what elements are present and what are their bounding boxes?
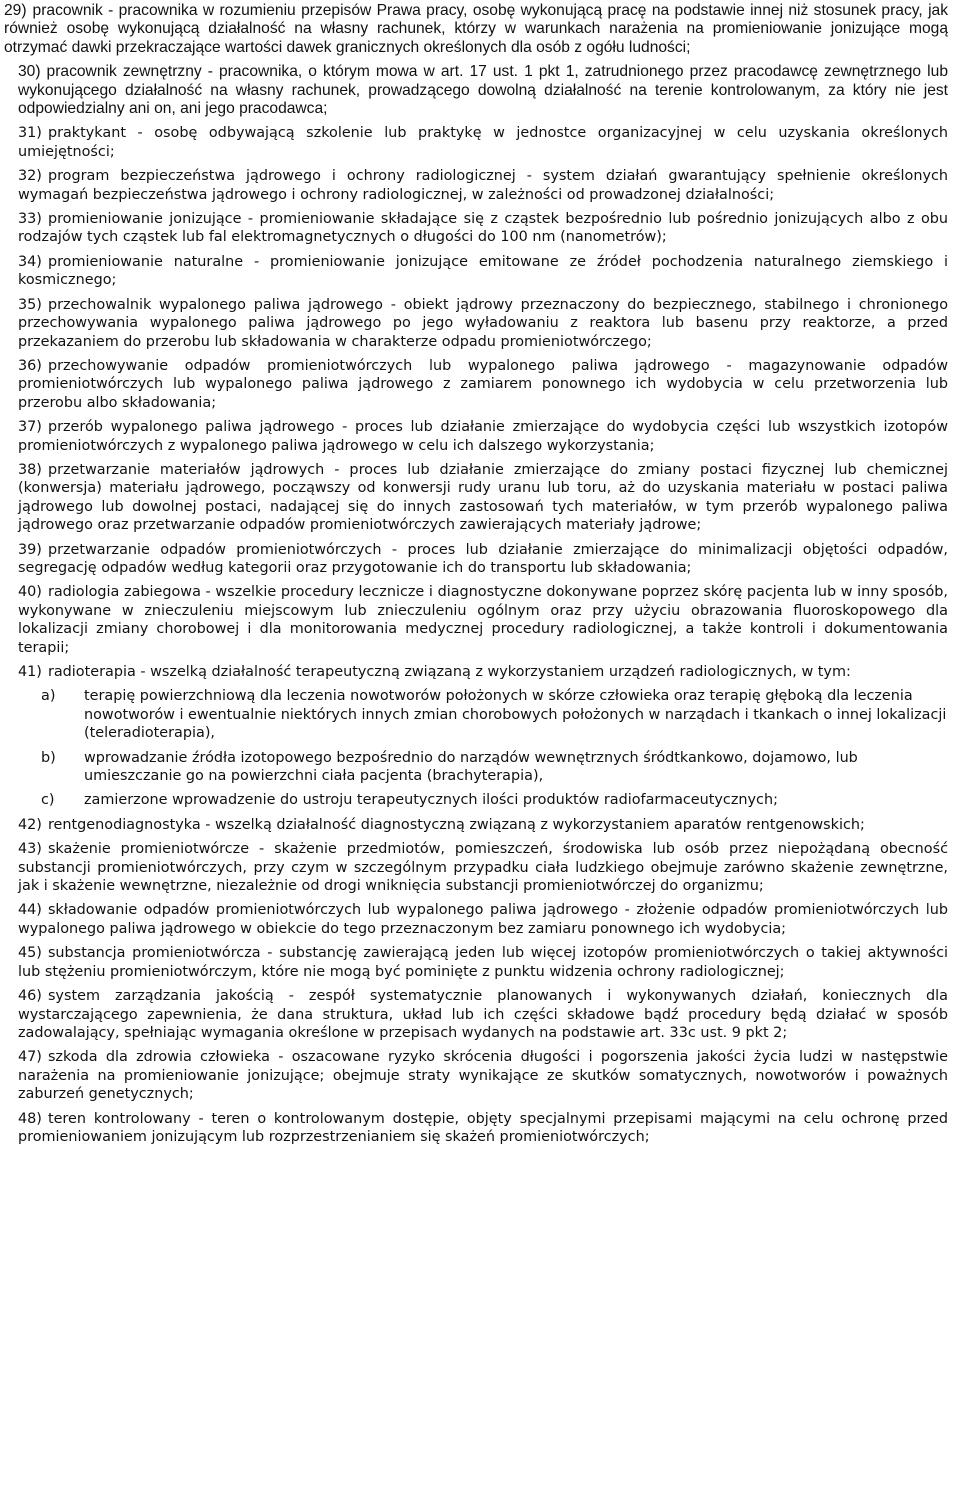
definition-39: [4, 541, 948, 578]
definition-text: teren kontrolowany - teren o kontrolowanym dostępie, objęty specjalnymi przepisami mającymi na celu ochronę przed promieniowaniem jonizującym lub rozprzestrzenianiem się skażeń promieniotwórczych;: [18, 1110, 948, 1145]
definition-30: [4, 63, 948, 118]
definition-40: [4, 583, 948, 657]
definition-text: przerób wypalonego paliwa jądrowego - proces lub działanie zmierzające do wydobycia części lub wszystkich izotopów promieniotwórczych z wypalonego paliwa jądrowego w celu ich dalszego wykorzystania;: [18, 419, 948, 454]
definition-46: [4, 987, 948, 1042]
definition-number: 45): [18, 945, 42, 962]
definition-number: 43): [18, 841, 42, 858]
definition-32: [4, 167, 948, 204]
definition-number: 48): [18, 1110, 42, 1127]
definition-29: [4, 2, 948, 57]
definition-number: 44): [18, 902, 42, 919]
definition-number: 42): [18, 816, 42, 833]
definition-text: składowanie odpadów promieniotwórczych lub wypalonego paliwa jądrowego - złożenie odpadów promieniotwórczych lub wypalonego paliwa jądrowego w obiekcie do tego przeznaczonym bez zamiaru ponownego ich wydobycia;: [18, 902, 948, 937]
definition-33: [4, 210, 948, 247]
definition-number: 32): [18, 168, 42, 185]
definition-text: szkoda dla zdrowia człowieka - oszacowane ryzyko skrócenia długości i pogorszenia jakości życia ludzi w następstwie narażenia na promieniowanie jonizujące; obejmuje straty wynikające ze skutków somatycznych, nowotworów i poważnych zaburzeń genetycznych;: [18, 1049, 948, 1103]
sub-item-label: c): [41, 792, 55, 809]
definition-text: program bezpieczeństwa jądrowego i ochrony radiologicznej - system działań gwarantujący spełnienie określonych wymagań bezpieczeństwa jądrowego i ochrony radiologicznej, w zależności od prowadzonej działalności;: [18, 168, 948, 203]
sub-item-label: a): [41, 688, 56, 705]
definition-31: [4, 124, 948, 161]
definition-text: pracownik - pracownika w rozumieniu przepisów Prawa pracy, osobę wykonującą pracę na podstawie innej niż stosunek pracy, jak również osobę wykonującą działalność na własny rachunek, którzy w warunkach narażenia na promieniowanie jonizujące mogą otrzymać dawki przekraczające wartości dawek granicznych określonych dla osób z ogółu ludności;: [4, 2, 948, 56]
definition-text: radiologia zabiegowa - wszelkie procedury lecznicze i diagnostyczne dokonywane poprzez skórę pacjenta lub w inny sposób, wykonywane w znieczuleniu miejscowym lub znieczuleniu ogólnym oraz przy użyciu obrazowania fluoroskopowego dla lokalizacji zmiany chorobowej i dla monitorowania medycznej procedury radiologicznej, a także kontroli i dokumentowania terapii;: [18, 584, 948, 656]
sub-item-c: [4, 791, 948, 809]
definition-text: promieniowanie naturalne - promieniowanie jonizujące emitowane ze źródeł pochodzenia naturalnego ziemskiego i kosmicznego;: [18, 253, 948, 289]
definition-number: 36): [18, 357, 42, 374]
definition-47: [4, 1048, 948, 1103]
definition-37: [4, 418, 948, 455]
definition-number: 29): [4, 2, 27, 19]
sub-item-label: b): [41, 749, 56, 766]
sub-item-b: [4, 749, 948, 786]
definition-text: radioterapia - wszelką działalność terapeutyczną związaną z wykorzystaniem urządzeń radiologicznych, w tym:: [47, 664, 851, 680]
definition-45: [4, 944, 948, 981]
definition-number: 39): [18, 541, 42, 558]
definition-34: [4, 253, 948, 290]
definition-text: przetwarzanie materiałów jądrowych - proces lub działanie zmierzające do zmiany postaci fizycznej lub chemicznej (konwersja) materiału jądrowego, począwszy od konwersji rudy uranu lub toru, aż do uzyskania materiału w postaci paliwa jądrowego lub dowolnej postaci, nadającej się do innych zastosowań tych materiałów, w tym przerób wypalonego paliwa jądrowego oraz przetwarzanie odpadów promieniotwórczych zawierających materiały jądrowe;: [18, 461, 948, 534]
sub-item-text: terapię powierzchniową dla leczenia nowotworów położonych w skórze człowieka oraz terapię głęboką dla leczenia nowotworów i ewentualnie niektórych innych zmian chorobowych położonych w narządach i tkankach o innej lokalizacji (teleradioterapia),: [84, 688, 947, 742]
definition-text: rentgenodiagnostyka - wszelką działalność diagnostyczną związaną z wykorzystaniem aparatów rentgenowskich;: [47, 816, 865, 833]
definition-number: 30): [18, 63, 41, 81]
definition-42: [4, 816, 948, 834]
definition-text: praktykant - osobę odbywającą szkolenie lub praktykę w jednostce organizacyjnej w celu uzyskania określonych umiejętności;: [18, 125, 948, 160]
definition-text: substancja promieniotwórcza - substancję zawierającą jeden lub więcej izotopów promieniotwórczych o takiej aktywności lub stężeniu promieniotwórczym, które nie mogą być pominięte z punktu widzenia ochrony radiologicznej;: [18, 945, 948, 980]
definition-number: 41): [18, 664, 42, 680]
sub-item-text: wprowadzanie źródła izotopowego bezpośrednio do narządów wewnętrznych śródtkankowo, dojamowo, lub umieszczanie go na powierzchni ciała pacjenta (brachyterapia),: [84, 749, 858, 785]
definition-number: 34): [18, 253, 42, 270]
definition-text: przechowywanie odpadów promieniotwórczych lub wypalonego paliwa jądrowego - magazynowanie odpadów promieniotwórczych lub wypalonego paliwa jądrowego z zamiarem ponownego ich wydobycia w celu przetworzenia lub przerobu albo składowania;: [18, 357, 948, 411]
definition-text: system zarządzania jakością - zespół systematycznie planowanych i wykonywanych działań, koniecznych dla wystarczającego zapewnienia, że dana struktura, układ lub ich części składowe bądź procedury będą działać w sposób zadowalający, spełniając wymagania określone w przepisach wydanych na podstawie art. 33c ust. 9 pkt 2;: [18, 988, 948, 1041]
definition-number: 33): [18, 211, 42, 228]
definition-text: przechowalnik wypalonego paliwa jądrowego - obiekt jądrowy przeznaczony do bezpiecznego, stabilnego i chronionego przechowywania wypalonego paliwa jądrowego po jego wyładowaniu z reaktora lub basenu przy reaktorze, a przed przekazaniem do przerobu lub składowania w charakterze odpadu promieniotwórczego;: [18, 296, 948, 350]
sub-item-text: zamierzone wprowadzenie do ustroju terapeutycznych ilości produktów radiofarmaceutycznych;: [84, 792, 778, 809]
definition-number: 40): [18, 584, 42, 601]
definition-number: 38): [18, 461, 42, 478]
definition-48: [4, 1110, 948, 1147]
radiotherapy-sublist: [4, 687, 948, 809]
definition-36: [4, 357, 948, 412]
definition-38: [4, 461, 948, 535]
definition-41: [4, 663, 948, 681]
definition-number: 37): [18, 419, 42, 436]
definition-number: 35): [18, 296, 42, 313]
definition-43: [4, 840, 948, 895]
definition-35: [4, 296, 948, 351]
definition-number: 47): [18, 1049, 42, 1066]
definition-text: promieniowanie jonizujące - promieniowanie składające się z cząstek bezpośrednio lub pośrednio jonizujących albo z obu rodzajów tych cząstek lub fal elektromagnetycznych o długości do 100 nm (nanometrów);: [18, 211, 948, 246]
definition-44: [4, 901, 948, 938]
definition-number: 46): [18, 988, 42, 1005]
definition-text: pracownik zewnętrzny - pracownika, o którym mowa w art. 17 ust. 1 pkt 1, zatrudnionego przez pracodawcę zewnętrznego lub wykonującego działalność na własny rachunek, prowadzącego dowolną działalność na terenie kontrolowanym, za który nie jest odpowiedzialny ani on, ani jego pracodawca;: [18, 63, 948, 118]
definition-number: 31): [18, 125, 42, 142]
definition-text: skażenie promieniotwórcze - skażenie przedmiotów, pomieszczeń, środowiska lub osób przez niepożądaną obecność substancji promieniotwórczych, przy czym w szczególnym przypadku ciała ludzkiego obejmuje zarówno skażenie zewnętrzne, jak i skażenie wewnętrzne, niezależnie od drogi wniknięcia substancji promieniotwórczej do organizmu;: [18, 841, 948, 895]
sub-item-a: [4, 687, 948, 742]
definition-text: przetwarzanie odpadów promieniotwórczych - proces lub działanie zmierzające do minimalizacji objętości odpadów, segregację odpadów według kategorii oraz przygotowanie ich do transportu lub składowania;: [18, 541, 948, 576]
